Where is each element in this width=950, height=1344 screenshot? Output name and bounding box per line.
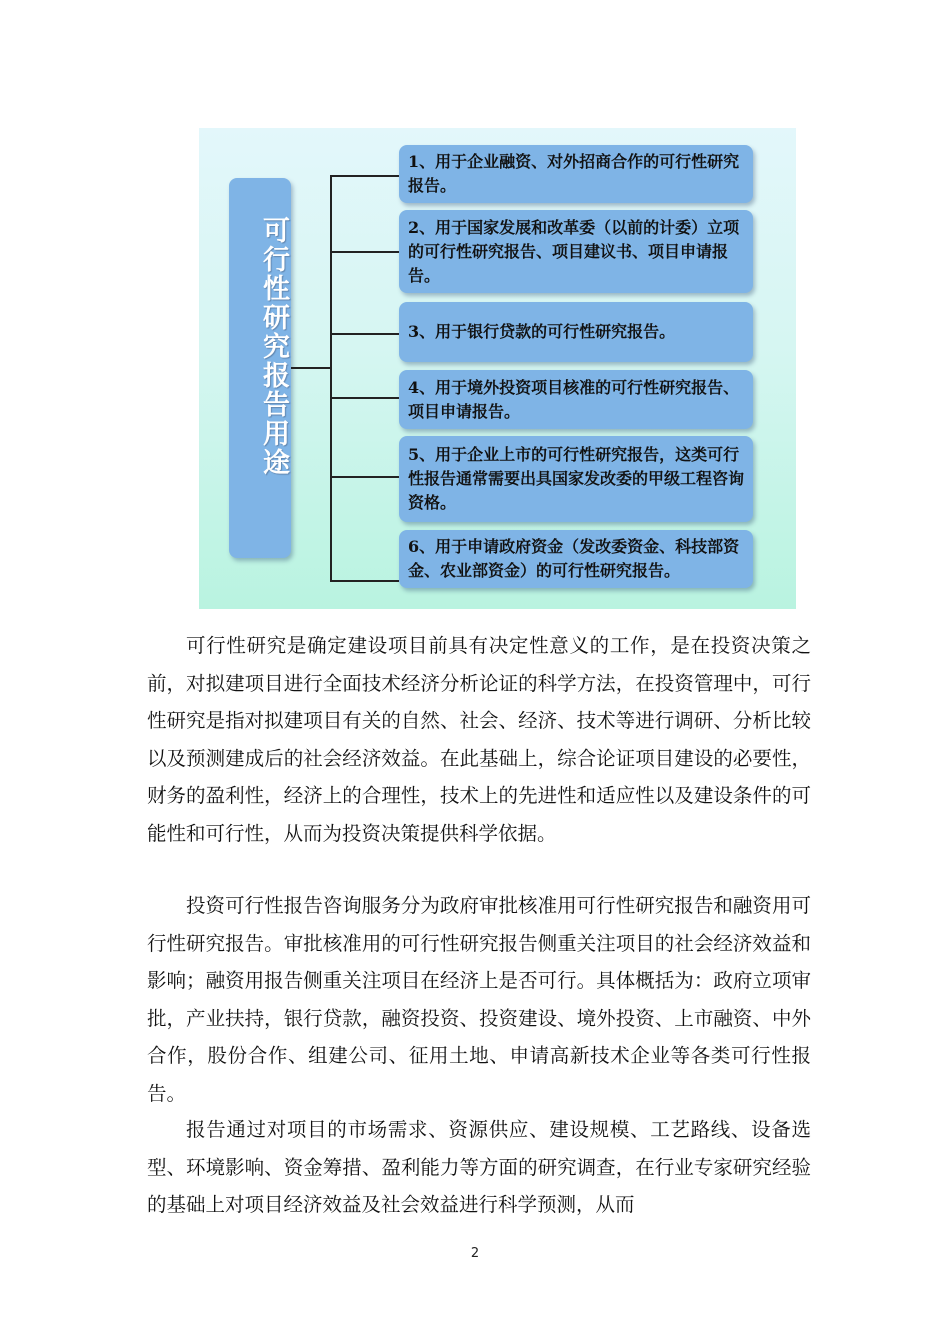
usage-item-2 <box>399 210 753 293</box>
usage-item-text: 2、用于国家发展和改革委（以前的计委）立项的可行性研究报告、项目建议书、项目申请报告。 <box>408 217 740 285</box>
connector-branch-4 <box>330 397 399 399</box>
usage-item-6 <box>399 530 753 588</box>
paragraph-1: 可行性研究是确定建设项目前具有决定性意义的工作，是在投资决策之前，对拟建项目进行全面技术经济分析论证的科学方法，在投资管理中，可行性研究是指对拟建项目有关的自然、社会、经济、技术等进行调研、分析比较以及预测建成后的社会经济效益。在此基础上，综合论证项目建设的必要性，财务的盈利性，经济上的合理性，技术上的先进性和适应性以及建设条件的可能性和可行性，从而为投资决策提供科学依据。 <box>147 634 811 845</box>
connector-stem <box>291 367 331 369</box>
usage-diagram <box>199 128 796 609</box>
diagram-title: 可行性研究报告用途 <box>258 216 289 477</box>
connector-branch-6 <box>330 580 399 582</box>
connector-branch-2 <box>330 251 399 253</box>
usage-item-text: 4、用于境外投资项目核准的可行性研究报告、项目申请报告。 <box>408 377 740 421</box>
connector-branch-1 <box>330 175 399 177</box>
usage-item-text: 3、用于银行贷款的可行性研究报告。 <box>408 322 676 341</box>
usage-item-text: 5、用于企业上市的可行性研究报告，这类可行性报告通常需要出具国家发改委的甲级工程咨询资格。 <box>408 445 745 512</box>
connector-spine <box>330 175 332 581</box>
diagram-title-box <box>229 178 291 558</box>
usage-item-5 <box>399 436 753 522</box>
usage-item-text: 6、用于申请政府资金（发改委资金、科技部资金、农业部资金）的可行性研究报告。 <box>408 537 740 580</box>
usage-item-3 <box>399 302 753 362</box>
paragraph-3: 报告通过对项目的市场需求、资源供应、建设规模、工艺路线、设备选型、环境影响、资金筹措、盈利能力等方面的研究调查，在行业专家研究经验的基础上对项目经济效益及社会效益进行科学预测，从而 <box>147 1118 811 1216</box>
connector-branch-5 <box>330 476 399 478</box>
page-number: 2 <box>470 1246 480 1261</box>
usage-item-text: 1、用于企业融资、对外招商合作的可行性研究报告。 <box>408 152 740 195</box>
usage-item-4 <box>399 370 753 429</box>
usage-item-1 <box>399 145 753 203</box>
paragraph-2: 投资可行性报告咨询服务分为政府审批核准用可行性研究报告和融资用可行性研究报告。审批核准用的可行性研究报告侧重关注项目的社会经济效益和影响；融资用报告侧重关注项目在经济上是否可行。具体概括为：政府立项审批，产业扶持，银行贷款，融资投资、投资建设、境外投资、上市融资、中外合作，股份合作、组建公司、征用土地、申请高新技术企业等各类可行性报告。 <box>147 894 811 1105</box>
connector-branch-3 <box>330 333 399 335</box>
